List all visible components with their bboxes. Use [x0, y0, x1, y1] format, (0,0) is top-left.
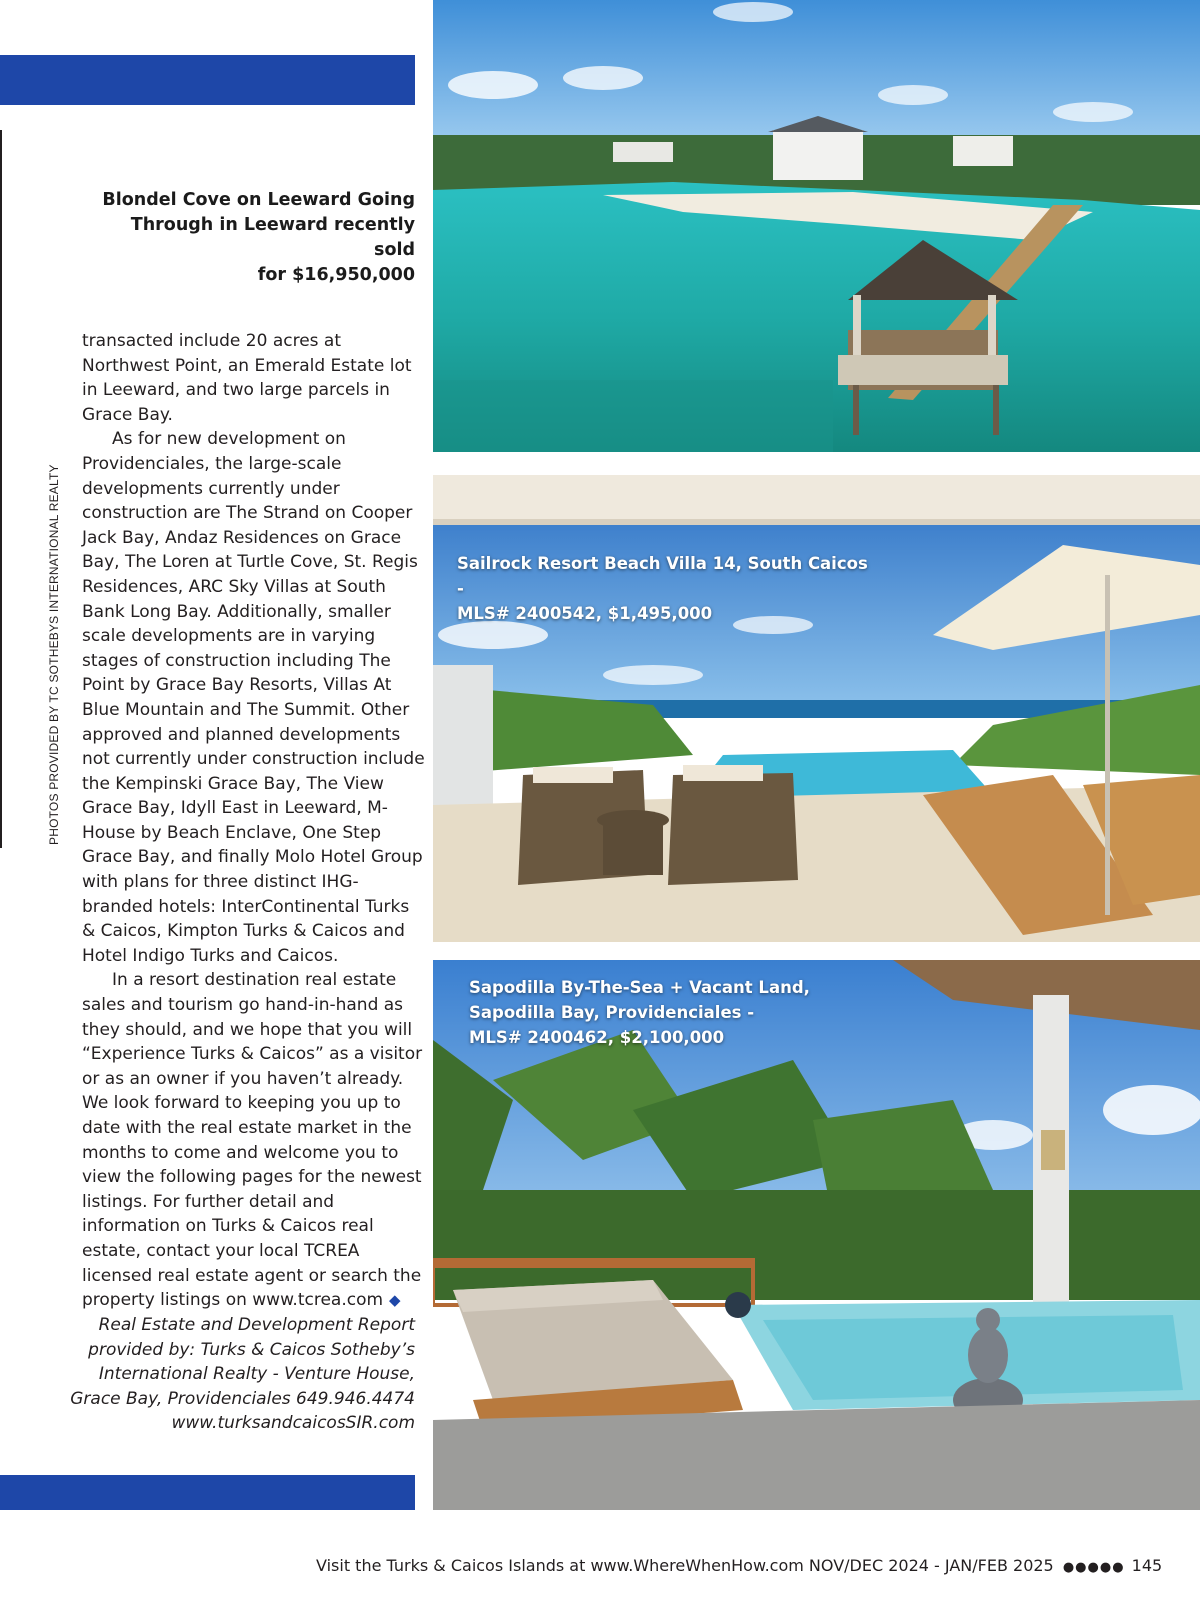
- photo-credit-text: PHOTOS PROVIDED BY TC SOTHEBYS INTERNATIONAL REALTY: [47, 464, 61, 845]
- paragraph-3: [82, 968, 427, 1312]
- photo-caption-sailrock: [457, 551, 877, 626]
- article-body: [82, 329, 427, 1313]
- top-accent-bar: [0, 55, 415, 105]
- paragraph-3-text: In a resort destination real estate sales and tourism go hand-in-hand as they should, and we hope that you will “Experience Turks & Caicos” as a visitor or as an owner if you haven’t already. We look forward to keeping you up to date with the real estate market in the months to come and welcome you to view the following pages for the newest listings. For further detail and information on Turks & Caicos real estate, contact your local TCREA licensed real estate agent or search the property listings on www.tcrea.com: [82, 970, 423, 1311]
- side-vertical-rule: [0, 130, 2, 848]
- footer-text: Visit the Turks & Caicos Islands at www.WhereWhenHow.com NOV/DEC 2024 - JAN/FEB 2025: [316, 1556, 1054, 1575]
- page-footer: [316, 1556, 1163, 1575]
- photo-caption-sapodilla: [469, 975, 829, 1050]
- photo-blondel-cove: [433, 0, 1200, 452]
- main-photo-caption: [95, 188, 415, 288]
- caption-line: MLS# 2400462, $2,100,000: [469, 1028, 725, 1047]
- bottom-accent-bar: [0, 1475, 415, 1510]
- credit-line: International Realty - Venture House,: [98, 1364, 415, 1385]
- credit-line: Grace Bay, Providenciales 649.946.4474: [70, 1388, 415, 1409]
- report-credit: [65, 1313, 415, 1436]
- caption-line: for $16,950,000: [257, 265, 415, 285]
- paragraph-1: transacted include 20 acres at Northwest Point, an Emerald Estate lot in Leeward, and two large parcels in Grace Bay.: [82, 331, 412, 425]
- caption-line: Sapodilla By-The-Sea + Vacant Land,: [469, 978, 810, 997]
- credit-line: provided by: Turks & Caicos Sotheby’s: [88, 1339, 415, 1360]
- caption-line: MLS# 2400542, $1,495,000: [457, 604, 713, 623]
- caption-line: Sapodilla Bay, Providenciales -: [469, 1003, 755, 1022]
- caption-line: Through in Leeward recently sold: [130, 215, 415, 260]
- pool-terrace-image: [433, 475, 1200, 942]
- credit-line: Real Estate and Development Report: [98, 1315, 415, 1335]
- photo-sailrock-villa: [433, 475, 1200, 942]
- caption-line: Sailrock Resort Beach Villa 14, South Caicos -: [457, 554, 868, 598]
- aerial-villa-dock-image: [433, 0, 1200, 452]
- page-number: 145: [1131, 1556, 1163, 1575]
- end-mark-icon: ◆: [389, 1291, 401, 1310]
- footer-dots: ●●●●●: [1062, 1560, 1125, 1575]
- paragraph-2: As for new development on Providenciales, the large-scale developments currently under construction are The Strand on Cooper Jack Bay, Andaz Residences on Grace Bay, The Loren at Turtle Cove, St. Regis Residences, ARC Sky Villas at South Bank Long Bay. Additionally, smaller scale developments are in varying stages of construction including The Point by Grace Bay Resorts, Villas At Blue Mountain and The Summit. Other approved and planned developments not currently under construction include the Kempinski Grace Bay, The View Grace Bay, Idyll East in Leeward, M-House by Beach Enclave, One Step Grace Bay, and finally Molo Hotel Group with plans for three distinct IHG-branded hotels: InterContinental Turks & Caicos, Kimpton Turks & Caicos and Hotel Indigo Turks and Caicos.: [82, 429, 425, 966]
- credit-line: www.turksandcaicosSIR.com: [171, 1413, 415, 1434]
- caption-line: Blondel Cove on Leeward Going: [102, 190, 415, 210]
